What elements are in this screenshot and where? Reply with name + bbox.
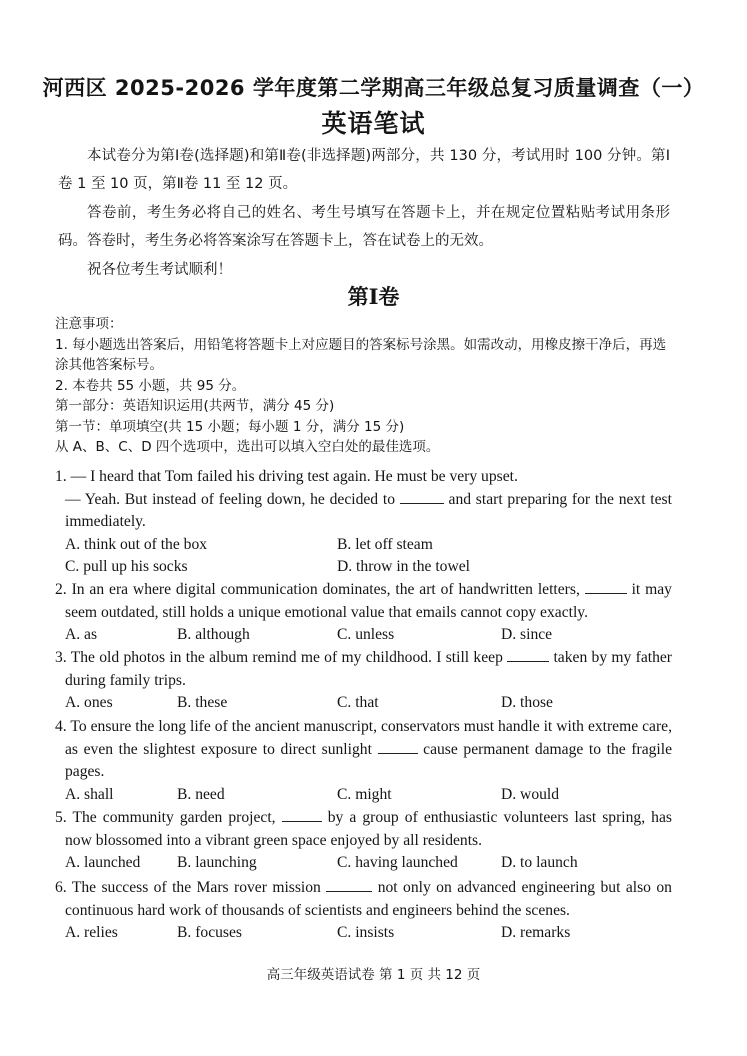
question-3 bbox=[55, 647, 672, 715]
option-a: A. as bbox=[65, 626, 98, 643]
option-a: A. ones bbox=[65, 694, 113, 711]
question-2 bbox=[55, 579, 672, 647]
instruction-line: 从 A、B、C、D 四个选项中，选出可以填入空白处的最佳选项。 bbox=[55, 439, 440, 455]
option-a: A. relies bbox=[65, 924, 118, 941]
stem-text: it may seem outdated, still holds a unique emotional value that emails cannot copy exactly. bbox=[65, 581, 672, 621]
question-stem bbox=[55, 579, 672, 624]
option-a: A. think out of the box bbox=[65, 535, 208, 553]
stem-text: and start preparing for the next test immediately. bbox=[65, 490, 672, 530]
intro-paragraph-1: 本试卷分为第Ⅰ卷(选择题)和第Ⅱ卷(非选择题)两部分，共 130 分，考试用时 100 分钟。第Ⅰ卷 1 至 10 页，第Ⅱ卷 11 至 12 页。 bbox=[58, 148, 670, 192]
option-d: D. would bbox=[501, 785, 560, 803]
question-stem bbox=[55, 877, 672, 922]
options-row bbox=[65, 624, 672, 647]
option-d: D. remarks bbox=[501, 924, 571, 941]
option-b: B. need bbox=[177, 785, 225, 803]
option-d: D. throw in the towel bbox=[337, 558, 470, 575]
question-stem: 1. — I heard that Tom failed his driving test again. He must be very upset. bbox=[55, 468, 518, 485]
option-c: C. pull up his socks bbox=[65, 558, 188, 575]
stem-text: cause permanent damage to the fragile pages. bbox=[65, 740, 673, 780]
stem-text: 4. To ensure the long life of the ancient manuscript, conservators must handle it with extreme care, as even the slightest exposure to direct sunlight bbox=[55, 718, 672, 758]
section-1-heading: 第一节：单项填空(共 15 小题；每小题 1 分，满分 15 分) bbox=[55, 418, 405, 435]
question-5 bbox=[55, 807, 672, 875]
question-stem bbox=[55, 807, 672, 852]
intro-paragraph-2: 答卷前，考生务必将自己的姓名、考生号填写在答题卡上，并在规定位置粘贴考试用条形码。答卷时，考生务必将答案涂写在答题卡上，答在试卷上的无效。 bbox=[58, 205, 670, 249]
options-row bbox=[65, 852, 672, 875]
section-title: 第Ⅰ卷 bbox=[347, 284, 400, 309]
stem-text: taken by my father during family trips. bbox=[65, 649, 672, 689]
option-d: D. to launch bbox=[501, 854, 578, 871]
options-row bbox=[65, 556, 672, 579]
question-4 bbox=[55, 716, 672, 806]
question-stem bbox=[55, 716, 672, 784]
option-b: B. focuses bbox=[177, 924, 242, 941]
options-row bbox=[65, 534, 672, 557]
answer-blank bbox=[507, 647, 549, 662]
notes-heading: 注意事项： bbox=[55, 316, 123, 332]
options-row bbox=[65, 784, 672, 807]
option-c: C. might bbox=[337, 785, 392, 803]
option-b: B. let off steam bbox=[337, 535, 433, 553]
option-b: B. these bbox=[177, 694, 228, 711]
stem-text: — Yeah. But instead of feeling down, he decided to bbox=[65, 490, 395, 508]
stem-text: 6. The success of the Mars rover mission bbox=[55, 879, 321, 896]
stem-text: 2. In an era where digital communication dominates, the art of handwritten letters, bbox=[55, 581, 580, 598]
notes-block bbox=[55, 314, 670, 458]
answer-blank bbox=[326, 877, 372, 892]
answer-blank bbox=[585, 579, 627, 594]
option-d: D. since bbox=[501, 626, 553, 643]
option-a: A. shall bbox=[65, 785, 114, 803]
stem-text: not only on advanced engineering but also on continuous hard work of thousands of scientists and engineers behind the scenes. bbox=[65, 879, 672, 919]
exam-subtitle: 英语笔试 bbox=[321, 109, 426, 138]
stem-text: 5. The community garden project, bbox=[55, 809, 276, 826]
stem-text: by a group of enthusiastic volunteers last spring, has now blossomed into a vibrant green space enjoyed by all residents. bbox=[65, 809, 672, 849]
answer-blank bbox=[378, 739, 418, 754]
option-c: C. unless bbox=[337, 626, 395, 643]
options-row bbox=[65, 922, 672, 945]
exam-title: 河西区 2025-2026 学年度第二学期高三年级总复习质量调查（一） bbox=[42, 76, 705, 100]
intro-paragraph-3: 祝各位考生考试顺利！ bbox=[87, 262, 232, 278]
option-b: B. although bbox=[177, 626, 250, 643]
note-1: 1. 每小题选出答案后，用铅笔将答题卡上对应题目的答案标号涂黑。如需改动，用橡皮擦干净后，再选涂其他答案标号。 bbox=[55, 336, 667, 373]
question-stem-reply bbox=[55, 489, 672, 534]
question-6 bbox=[55, 877, 672, 945]
option-d: D. those bbox=[501, 694, 553, 711]
option-c: C. that bbox=[337, 694, 379, 711]
question-1 bbox=[55, 466, 672, 579]
options-row bbox=[65, 692, 672, 715]
part-1-heading: 第一部分：英语知识运用(共两节，满分 45 分) bbox=[55, 398, 335, 414]
note-2: 2. 本卷共 55 小题，共 95 分。 bbox=[55, 377, 246, 394]
answer-blank bbox=[400, 489, 444, 504]
option-c: C. insists bbox=[337, 924, 395, 941]
option-a: A. launched bbox=[65, 854, 141, 871]
stem-text: 3. The old photos in the album remind me of my childhood. I still keep bbox=[55, 649, 503, 666]
question-stem bbox=[55, 647, 672, 692]
answer-blank bbox=[282, 807, 322, 822]
option-c: C. having launched bbox=[337, 854, 458, 871]
option-b: B. launching bbox=[177, 854, 257, 871]
page-footer: 高三年级英语试卷 第 1 页 共 12 页 bbox=[266, 967, 481, 983]
